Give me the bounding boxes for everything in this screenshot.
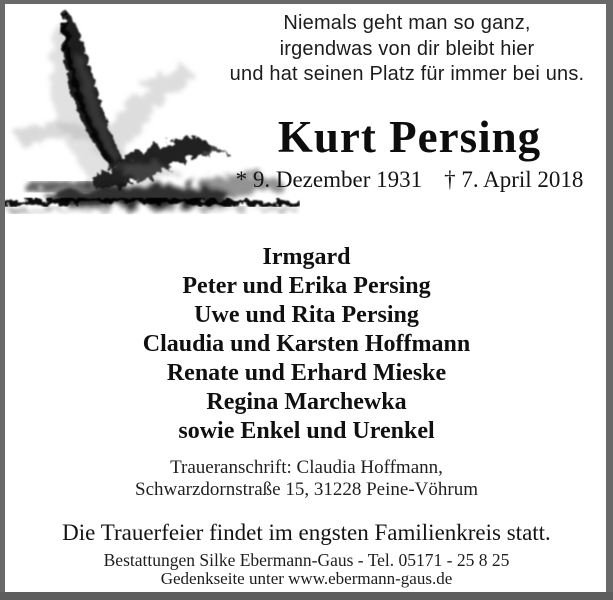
deceased-name: Kurt Persing [277,112,542,162]
memorial-site-text: Gedenkseite unter www.ebermann-gaus.de [160,569,453,588]
mourner-line: Claudia und Karsten Hoffmann [142,331,471,357]
condolence-line-1: Traueranschrift: Claudia Hoffmann, [170,457,443,478]
frame-right-border [606,0,613,600]
poem-line-2: irgendwas von dir bleibt hier [279,37,535,60]
frame-top-border [0,0,613,4]
mourner-line: Regina Marchewka [206,389,407,415]
frame-left-border [0,0,5,600]
condolence-line-2: Schwarzdornstraße 15, 31228 Peine-Vöhrum [135,479,478,500]
mourner-line: sowie Enkel und Urenkel [178,418,435,444]
funeral-home-info: Bestattungen Silke Ebermann-Gaus - Tel. 05171 - 25 8 25 [103,550,510,570]
poem-line-3: und hat seinen Platz für immer bei uns. [229,63,585,85]
mourners-list [0,243,613,446]
frame-bottom-border [0,592,613,600]
life-dates [210,166,609,193]
funeral-note: Die Trauerfeier findet im engsten Familienkreis statt. [62,520,551,545]
deceased-block [210,110,609,193]
mourner-line: Peter und Erika Persing [182,273,431,299]
mourner-line: Irmgard [262,244,351,270]
poem-line-1: Niemals geht man so ganz, [283,12,531,34]
birth-date: * 9. Dezember 1931 [235,167,423,192]
mourner-line: Renate und Erhard Mieske [166,360,447,386]
death-date: † 7. April 2018 [444,167,584,192]
mourner-line: Uwe und Rita Persing [194,302,419,328]
condolence-address [0,457,613,501]
memorial-poem [205,11,609,88]
